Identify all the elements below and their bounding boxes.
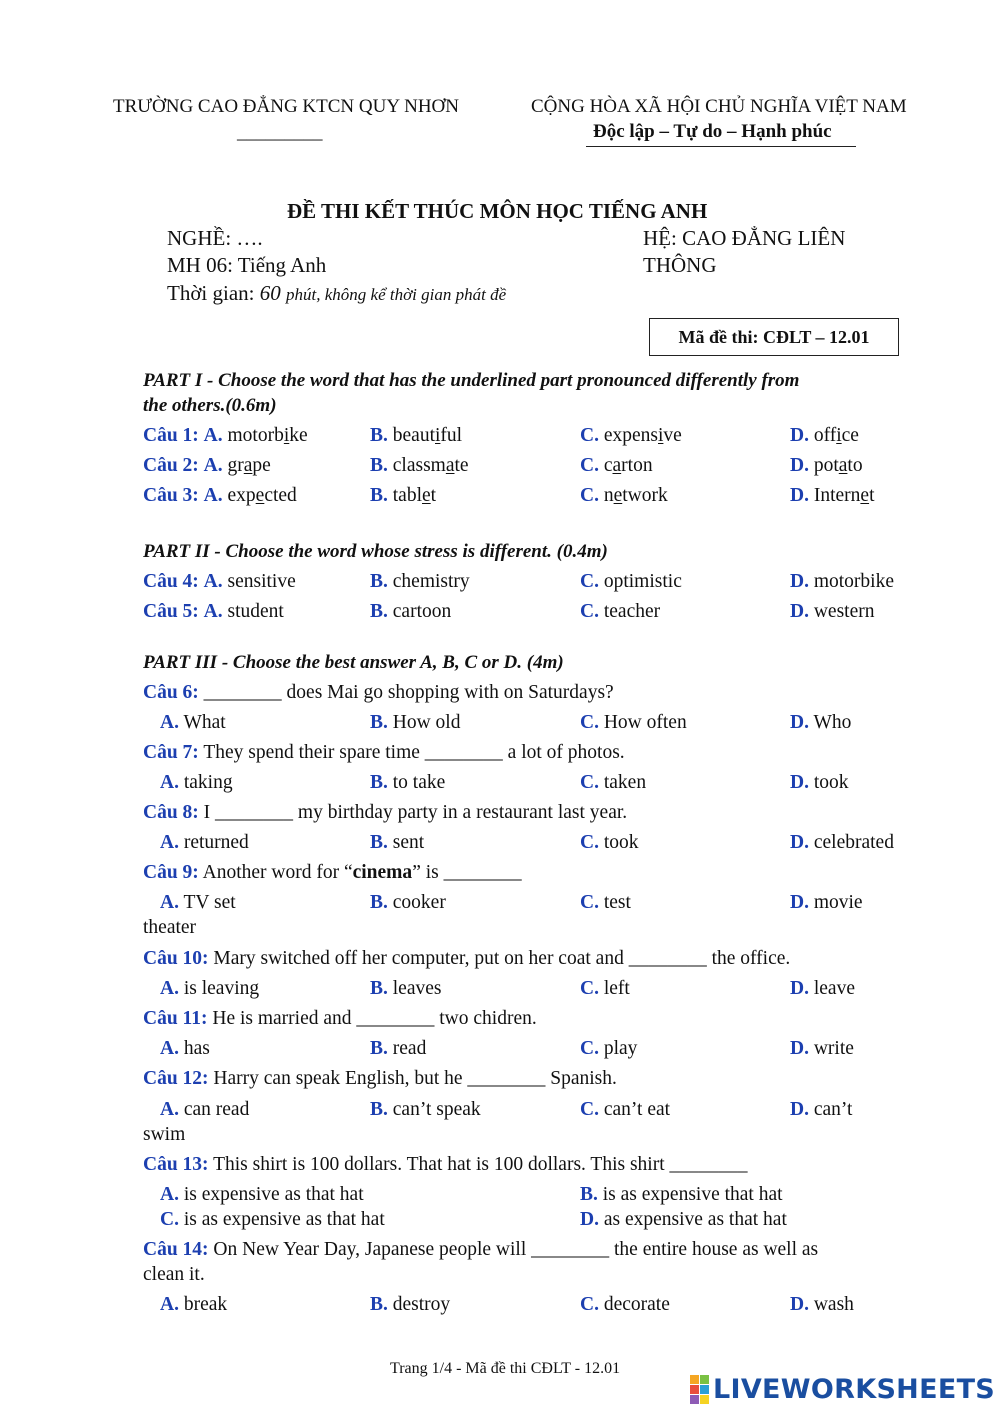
q9-option-a[interactable]: A. TV set bbox=[160, 892, 236, 913]
q8-option-a[interactable]: A. returned bbox=[160, 832, 249, 853]
q12-option-c[interactable]: C. can’t eat bbox=[580, 1099, 671, 1120]
q6-option-a[interactable]: A. What bbox=[160, 712, 226, 733]
liveworksheets-mark-icon bbox=[690, 1375, 709, 1404]
q4-option-a[interactable]: Câu 4: A. sensitive bbox=[143, 571, 296, 592]
q10-option-a[interactable]: A. is leaving bbox=[160, 978, 260, 999]
q10-option-c[interactable]: C. left bbox=[580, 978, 630, 999]
q13-option-a[interactable]: A. is expensive as that hat bbox=[160, 1184, 364, 1205]
q7-option-c[interactable]: C. taken bbox=[580, 772, 647, 793]
part2-title: PART II - Choose the word whose stress is different. (0.4m) bbox=[143, 541, 608, 562]
motto-underline bbox=[586, 146, 856, 147]
exam-code: Mã đề thi: CĐLT – 12.01 bbox=[678, 326, 870, 347]
page-footer: Trang 1/4 - Mã đề thi CĐLT - 12.01 bbox=[390, 1360, 621, 1377]
exam-time-value: 60 bbox=[259, 281, 281, 305]
q1-option-d[interactable]: D. office bbox=[790, 425, 859, 446]
liveworksheets-logo[interactable] bbox=[690, 1374, 995, 1405]
q9-option-b[interactable]: B. cooker bbox=[370, 892, 446, 913]
q2-option-b[interactable]: B. classmate bbox=[370, 455, 469, 476]
q10-option-b[interactable]: B. leaves bbox=[370, 978, 442, 999]
q6-option-c[interactable]: C. How often bbox=[580, 712, 687, 733]
q6-option-d[interactable]: D. Who bbox=[790, 712, 852, 733]
q10-question: Câu 10: Mary switched off her computer, put on her coat and ________ the office. bbox=[143, 948, 791, 969]
q11-option-a[interactable]: A. has bbox=[160, 1038, 210, 1059]
q14-option-a[interactable]: A. break bbox=[160, 1294, 228, 1315]
q13-option-d[interactable]: D. as expensive as that hat bbox=[580, 1209, 787, 1230]
q2-option-d[interactable]: D. potato bbox=[790, 455, 863, 476]
q2-option-c[interactable]: C. carton bbox=[580, 455, 653, 476]
q7-question: Câu 7: They spend their spare time ________ a lot of photos. bbox=[143, 742, 625, 763]
q12-option-b[interactable]: B. can’t speak bbox=[370, 1099, 481, 1120]
q4-option-c[interactable]: C. optimistic bbox=[580, 571, 682, 592]
q12-option-d-continued: swim bbox=[143, 1124, 186, 1145]
motto: Độc lập – Tự do – Hạnh phúc bbox=[593, 121, 832, 142]
q4-option-b[interactable]: B. chemistry bbox=[370, 571, 470, 592]
q12-option-d[interactable]: D. can’t bbox=[790, 1099, 853, 1120]
q14-option-b[interactable]: B. destroy bbox=[370, 1294, 451, 1315]
q11-question: Câu 11: He is married and ________ two chidren. bbox=[143, 1008, 537, 1029]
part1-title-line1: PART I - Choose the word that has the underlined part pronounced differently from bbox=[143, 370, 800, 391]
q3-option-b[interactable]: B. tablet bbox=[370, 485, 437, 506]
q5-option-b[interactable]: B. cartoon bbox=[370, 601, 452, 622]
q13-option-c[interactable]: C. is as expensive as that hat bbox=[160, 1209, 385, 1230]
q5-option-c[interactable]: C. teacher bbox=[580, 601, 661, 622]
exam-he-line2: THÔNG bbox=[643, 253, 717, 277]
q3-option-a[interactable]: Câu 3: A. expected bbox=[143, 485, 297, 506]
q4-option-d[interactable]: D. motorbike bbox=[790, 571, 894, 592]
q14-question-continued: clean it. bbox=[143, 1264, 205, 1285]
q3-option-d[interactable]: D. Internet bbox=[790, 485, 875, 506]
q7-option-b[interactable]: B. to take bbox=[370, 772, 446, 793]
q1-option-a[interactable]: Câu 1: A. motorbike bbox=[143, 425, 308, 446]
liveworksheets-logo-text: LIVEWORKSHEETS bbox=[713, 1374, 996, 1405]
q9-option-d-continued: theater bbox=[143, 917, 197, 938]
school-underline: _________ bbox=[237, 122, 323, 143]
q14-question: Câu 14: On New Year Day, Japanese people will ________ the entire house as well as bbox=[143, 1239, 819, 1260]
q1-option-c[interactable]: C. expensive bbox=[580, 425, 682, 446]
q7-option-d[interactable]: D. took bbox=[790, 772, 849, 793]
q12-question: Câu 12: Harry can speak English, but he ________ Spanish. bbox=[143, 1068, 617, 1089]
exam-code-box bbox=[649, 318, 899, 356]
part3-title: PART III - Choose the best answer A, B, C or D. (4m) bbox=[143, 652, 564, 673]
exam-subject: MH 06: Tiếng Anh bbox=[167, 253, 327, 277]
q2-option-a[interactable]: Câu 2: A. grape bbox=[143, 455, 271, 476]
q7-option-a[interactable]: A. taking bbox=[160, 772, 233, 793]
q14-option-d[interactable]: D. wash bbox=[790, 1294, 854, 1315]
q8-option-b[interactable]: B. sent bbox=[370, 832, 425, 853]
q13-question: Câu 13: This shirt is 100 dollars. That hat is 100 dollars. This shirt ________ bbox=[143, 1154, 748, 1175]
q5-option-a[interactable]: Câu 5: A. student bbox=[143, 601, 284, 622]
exam-time bbox=[167, 281, 506, 306]
q9-option-c[interactable]: C. test bbox=[580, 892, 631, 913]
q10-option-d[interactable]: D. leave bbox=[790, 978, 855, 999]
q6-option-b[interactable]: B. How old bbox=[370, 712, 461, 733]
q14-option-c[interactable]: C. decorate bbox=[580, 1294, 670, 1315]
q3-option-c[interactable]: C. network bbox=[580, 485, 668, 506]
exam-time-note: phút, không kể thời gian phát đề bbox=[286, 285, 507, 304]
q13-option-b[interactable]: B. is as expensive that hat bbox=[580, 1184, 783, 1205]
q5-option-d[interactable]: D. western bbox=[790, 601, 875, 622]
exam-he-line1: HỆ: CAO ĐẲNG LIÊN bbox=[643, 226, 846, 250]
q8-option-c[interactable]: C. took bbox=[580, 832, 639, 853]
school-name: TRƯỜNG CAO ĐẲNG KTCN QUY NHƠN bbox=[113, 96, 459, 117]
q11-option-b[interactable]: B. read bbox=[370, 1038, 427, 1059]
q8-question: Câu 8: I ________ my birthday party in a restaurant last year. bbox=[143, 802, 628, 823]
q9-question: Câu 9: Another word for “cinema” is ________ bbox=[143, 862, 522, 883]
q12-option-a[interactable]: A. can read bbox=[160, 1099, 250, 1120]
q11-option-c[interactable]: C. play bbox=[580, 1038, 638, 1059]
q11-option-d[interactable]: D. write bbox=[790, 1038, 854, 1059]
q8-option-d[interactable]: D. celebrated bbox=[790, 832, 894, 853]
part1-title-line2: the others.(0.6m) bbox=[143, 395, 277, 416]
exam-title: ĐỀ THI KẾT THÚC MÔN HỌC TIẾNG ANH bbox=[287, 199, 708, 223]
exam-nghe: NGHỀ: …. bbox=[167, 226, 263, 250]
q9-option-d[interactable]: D. movie bbox=[790, 892, 863, 913]
q1-option-b[interactable]: B. beautiful bbox=[370, 425, 463, 446]
republic-name: CỘNG HÒA XÃ HỘI CHỦ NGHĨA VIỆT NAM bbox=[531, 96, 907, 117]
exam-time-label: Thời gian: bbox=[167, 281, 255, 305]
q6-question: Câu 6: ________ does Mai go shopping with on Saturdays? bbox=[143, 682, 614, 703]
